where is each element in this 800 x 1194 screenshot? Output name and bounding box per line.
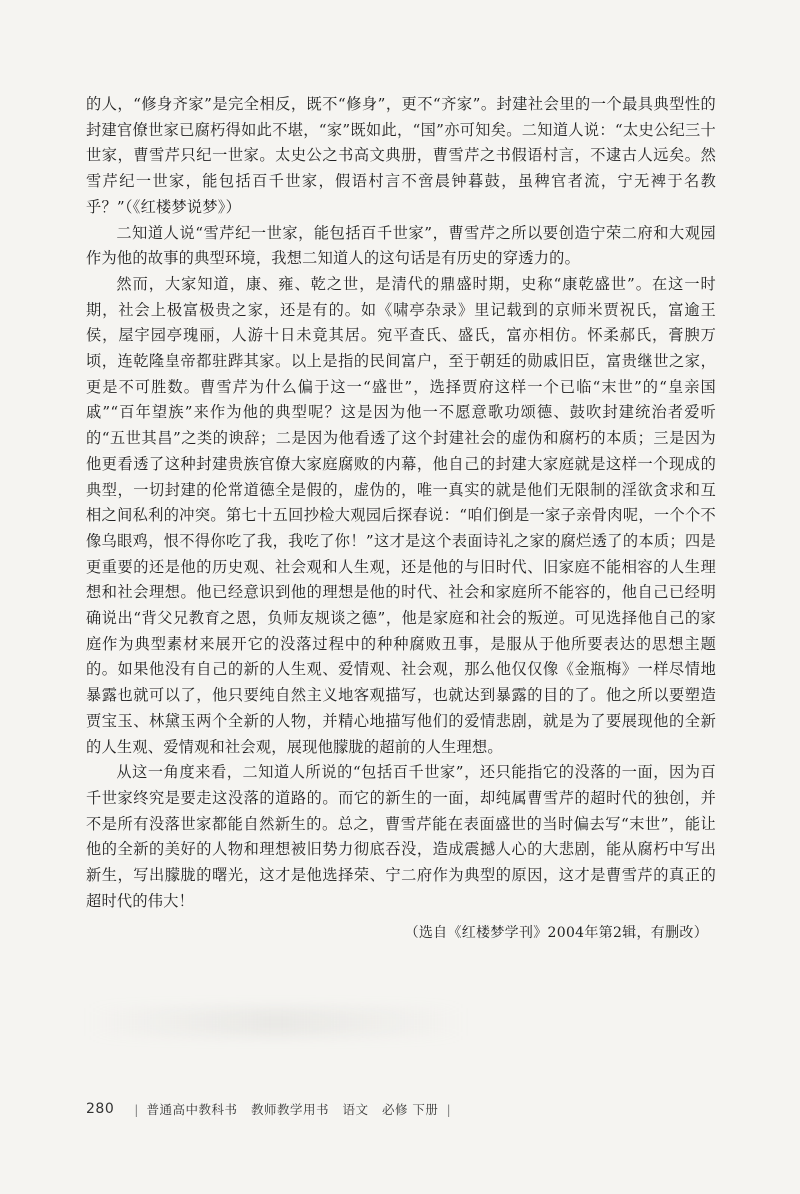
footer-separator-end: | [446, 1101, 451, 1117]
article-body [86, 92, 716, 945]
footer-book-title [146, 1100, 438, 1118]
paragraph-continued: 的人，“修身齐家”是完全相反，既不“修身”，更不“齐家”。封建社会里的一个最具典型性的封建官僚世家已腐朽得如此不堪，“家”既如此，“国”亦可知矣。二知道人说：“太史公纪三十世家，曹雪芹只纪一世家。太史公之书高文典册，曹雪芹之书假语村言，不逮古人远矣。然雪芹纪一世家，能包括百千世家，假语村言不啻晨钟暮鼓，虽稗官者流，宁无裨于名教乎？”（《红楼梦说梦》） [86, 95, 716, 216]
page-number: 280 [86, 1101, 115, 1117]
page-footer [86, 1098, 459, 1120]
book-volume: 必修 下册 [381, 1102, 439, 1117]
paragraph: 从这一角度来看，二知道人所说的“包括百千世家”，还只能指它的没落的一面，因为百千世家终究是要走这没落的道路的。而它的新生的一面，却纯属曹雪芹的超时代的独创，并不是所有没落世家都能自然新生的。总之，曹雪芹能在表面盛世的当时偏去写“末世”，能让他的全新的美好的人物和理想被旧势力彻底吞没，造成震撼人心的大悲剧，能从腐朽中写出新生，写出朦胧的曙光，这才是他选择荣、宁二府作为典型的原因，这才是曹雪芹的真正的超时代的伟大！ [86, 763, 716, 910]
source-citation: （选自《红楼梦学刊》2004年第2辑，有删改） [404, 924, 708, 941]
footer-separator: | [134, 1101, 139, 1117]
scan-smudge [86, 1008, 466, 1036]
book-type: 教师教学用书 [250, 1102, 329, 1117]
paragraph: 然而，大家知道，康、雍、乾之世，是清代的鼎盛时期，史称“康乾盛世”。在这一时期，社会上极富极贵之家，还是有的。如《啸亭杂录》里记载到的京师米贾祝氏，富逾王侯，屋宇园亭瑰丽，人游十日未竟其居。宛平查氏、盛氏，富亦相仿。怀柔郝氏，膏腴万顷，连乾隆皇帝都驻跸其家。以上是指的民间富户，至于朝廷的勋戚旧臣，富贵继世之家，更是不可胜数。曹雪芹为什么偏于这一“盛世”，选择贾府这样一个已临“末世”的“皇亲国戚”“百年望族”来作为他的典型呢？这是因为他一不愿意歌功颂德、鼓吹封建统治者爱听的“五世其昌”之类的谀辞；二是因为他看透了这个封建社会的虚伪和腐朽的本质；三是因为他更看透了这种封建贵族官僚大家庭腐败的内幕，他自己的封建大家庭就是这样一个现成的典型，一切封建的伦常道德全是假的，虚伪的，唯一真实的就是他们无限制的淫欲贪求和互相之间私利的冲突。第七十五回抄检大观园后探春说：“咱们倒是一家子亲骨肉呢，一个个不像乌眼鸡，恨不得你吃了我，我吃了你！”这才是这个表面诗礼之家的腐烂透了的本质；四是更重要的还是他的历史观、社会观和人生观，还是他的与旧时代、旧家庭不能相容的人生理想和社会理想。他已经意识到他的理想是他的时代、社会和家庭所不能容的，他自己已经明确说出“背父兄教育之恩，负师友规谈之德”，他是家庭和社会的叛逆。可见选择他自己的家庭作为典型素材来展开它的没落过程中的种种腐败丑事，是服从于他所要表达的思想主题的。如果他没有自己的新的人生观、爱情观、社会观，那么他仅仅像《金瓶梅》一样尽情地暴露也就可以了，他只要纯自然主义地客观描写，也就达到暴露的目的了。他之所以要塑造贾宝玉、林黛玉两个全新的人物，并精心地描写他们的爱情悲剧，就是为了要展现他的全新的人生观、爱情观和社会观，展现他朦胧的超前的人生理想。 [86, 274, 716, 756]
book-series: 普通高中教科书 [146, 1102, 238, 1117]
book-subject: 语文 [342, 1102, 369, 1117]
paragraph: 二知道人说“雪芹纪一世家，能包括百千世家”，曹雪芹之所以要创造宁荣二府和大观园作为他的故事的典型环境，我想二知道人的这句话是有历史的穿透力的。 [86, 223, 716, 268]
